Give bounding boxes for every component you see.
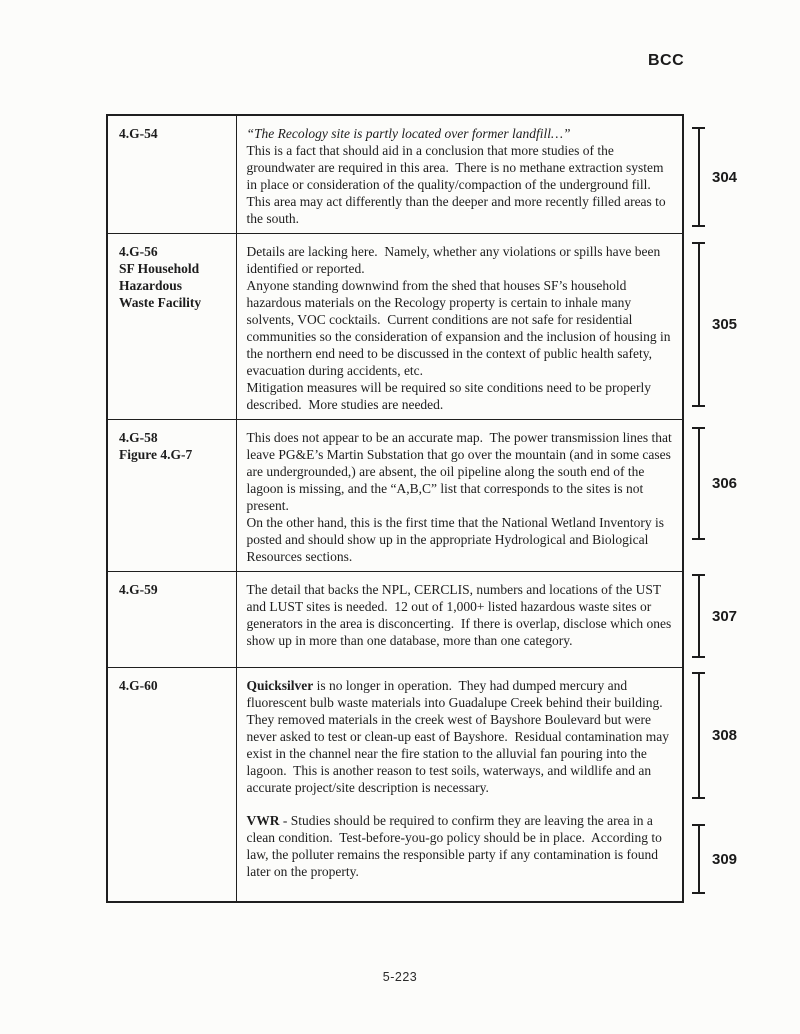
comment-number: 306	[712, 475, 738, 492]
comment-code-subtitle: Waste Facility	[119, 295, 202, 310]
comment-lead-word: VWR	[246, 813, 280, 828]
comment-paragraph	[247, 812, 674, 880]
comment-range-bracket	[692, 242, 705, 407]
comment-lead-word: Quicksilver	[246, 678, 314, 693]
comment-range-bracket	[692, 672, 705, 799]
comment-paragraph: Mitigation measures will be required so site conditions need to be properly described. More studies are needed.	[246, 380, 655, 412]
comment-paragraph: On the other hand, this is the first time that the National Wetland Inventory is posted and should show up in the appropriate Hydrological and Biological Resources sections.	[246, 515, 668, 564]
comment-code-cell	[107, 420, 236, 572]
comment-code: 4.G-59	[119, 582, 158, 597]
comment-code: 4.G-60	[119, 678, 158, 693]
comment-paragraph-text: - Studies should be required to confirm they are leaving the area in a clean condition. Test-before-you-go policy should be in place. According to law, the polluter remains the responsible party if any contamination is found later on the property.	[246, 813, 666, 879]
table-row	[107, 668, 683, 902]
comment-code-subtitle: SF Household	[119, 261, 200, 276]
comment-paragraph	[247, 677, 674, 796]
comment-range-bracket	[692, 127, 705, 227]
comment-code: 4.G-54	[119, 126, 158, 141]
margin-ref	[692, 242, 737, 407]
comment-range-bracket	[692, 824, 705, 894]
table-row	[107, 234, 683, 420]
margin-ref	[692, 127, 737, 227]
comment-range-bracket	[692, 427, 705, 540]
comment-code-cell	[107, 572, 236, 668]
comment-quote: “The Recology site is partly located over former landfill…”	[246, 126, 571, 141]
comment-paragraph: The detail that backs the NPL, CERCLIS, numbers and locations of the UST and LUST sites is needed. 12 out of 1,000+ listed hazardous waste sites or generators in the area is disconcerting. If there is overlap, disclose which ones show up in more than one database, more than one category.	[246, 582, 675, 648]
comment-number: 308	[712, 727, 738, 744]
comment-text-cell	[236, 668, 683, 902]
comment-paragraph: Anyone standing downwind from the shed that houses SF’s household hazardous materials on the Recology property is certain to inhale many solvents, VOC cocktails. Current conditions are not safe for residential communities so the consideration of expansion and the inclusion of housing in the northern end need to be discussed in the context of public health safety, evacuation during accidents, etc.	[246, 278, 674, 378]
table-row	[107, 420, 683, 572]
comment-number: 304	[712, 168, 738, 186]
comment-paragraph: Details are lacking here. Namely, whether any violations or spills have been identified or reported.	[246, 244, 664, 276]
comment-text-cell	[236, 572, 683, 668]
comment-text-cell	[236, 115, 683, 234]
table-row	[107, 115, 683, 234]
comment-code-cell	[107, 115, 236, 234]
comment-text-cell	[236, 234, 683, 420]
comment-paragraph-text: is no longer in operation. They had dumped mercury and fluorescent bulb waste materials into Guadalupe Creek behind their building. They removed materials in the creek west of Bayshore Boulevard but were never asked to test or clean-up east of Bayshore. Residual contamination may exist in the channel near the fire station to the alluvial fan pouring into the lagoon. This is another reason to test soils, waterways, and wildlife and an accurate project/site description is necessary.	[246, 678, 673, 795]
comment-code: 4.G-56	[119, 244, 158, 259]
comment-text-cell	[236, 420, 683, 572]
comment-table	[106, 114, 684, 903]
table-row	[107, 572, 683, 668]
comment-number: 307	[712, 607, 738, 625]
comment-code-subtitle: Figure 4.G-7	[119, 447, 193, 462]
comment-number: 305	[712, 316, 738, 333]
margin-ref	[692, 427, 737, 540]
comment-code-subtitle: Hazardous	[119, 278, 183, 293]
margin-ref	[692, 672, 737, 799]
header-label: BCC	[648, 52, 685, 69]
margin-ref	[692, 824, 737, 894]
comment-paragraph: This does not appear to be an accurate map. The power transmission lines that leave PG&E’s Martin Substation that go over the mountain (and in some cases are undergrounded,) are absent, the oil pipeline along the south end of the lagoon is missing, and the “A,B,C” list that corresponds to the sites is not present.	[246, 430, 676, 513]
page-number: 5-223	[382, 970, 418, 984]
comment-code-cell	[107, 234, 236, 420]
comment-code: 4.G-58	[119, 430, 158, 445]
comment-range-bracket	[692, 574, 705, 658]
comment-number: 309	[712, 850, 738, 868]
margin-ref	[692, 574, 737, 658]
comment-paragraph: This is a fact that should aid in a conclusion that more studies of the groundwater are required in this area. There is no methane extraction system in place or consideration of the quality/compaction of the underground fill. This area may act differently than the deeper and more recently filled areas to the south.	[246, 143, 670, 226]
comment-code-cell	[107, 668, 236, 902]
